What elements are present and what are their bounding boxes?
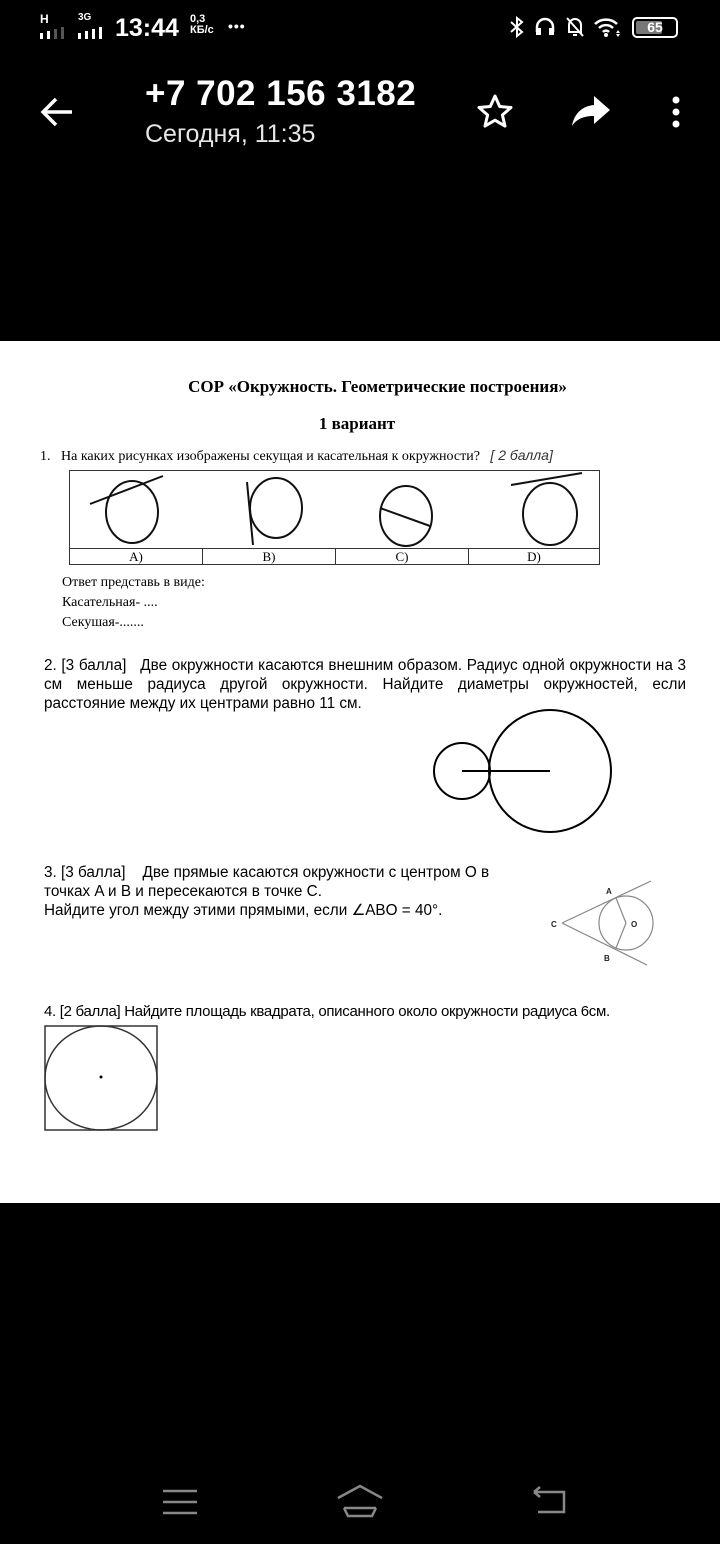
clock: 13:44 <box>115 14 179 42</box>
label-b: B <box>604 954 610 963</box>
battery-level: 65 <box>647 19 663 35</box>
circle-c <box>380 486 432 546</box>
more-notifications: ••• <box>228 18 246 34</box>
attached-image[interactable] <box>0 341 720 1203</box>
q1-question: На каких рисунках изображены секущая и касательная к окружности? <box>61 449 480 464</box>
signal-icon-2 <box>78 26 108 44</box>
q1-points: [ 2 балла] <box>490 447 553 463</box>
q1-number: 1. <box>40 449 51 464</box>
message-date: Сегодня, 11:35 <box>145 120 316 148</box>
q2-question: Две окружности касаются внешним образом. Радиус одной окружности на 3 см меньше радиуса другой окружности. Найдите диаметры окружностей, если расстояние между их центрами равно 11 см. <box>44 657 686 712</box>
answer-intro: Ответ представь в виде: <box>62 575 205 590</box>
option-d: D) <box>468 548 599 565</box>
menu-button[interactable] <box>163 1488 197 1521</box>
q1-figure-table <box>69 470 600 565</box>
circle-b <box>250 478 302 538</box>
q3-points: 3. [3 балла] <box>44 864 126 881</box>
q3-text <box>44 863 489 920</box>
battery-icon <box>632 17 678 38</box>
speed-value: 0,3 <box>190 13 206 25</box>
secant-a <box>90 476 163 504</box>
headphones-icon <box>534 16 556 43</box>
q2-figure <box>420 701 620 841</box>
q4-figure <box>43 1024 160 1132</box>
answer-secant: Секушая-....... <box>62 615 144 630</box>
signal-icon-1 <box>40 26 70 44</box>
share-button[interactable] <box>570 94 612 135</box>
back-nav-button[interactable] <box>530 1486 568 1521</box>
q3-figure <box>545 879 655 969</box>
q3-line1: Две прямые касаются окружности с центром O в <box>142 864 490 881</box>
network-3g-label: 3G <box>78 12 92 23</box>
tangent-b <box>247 482 253 545</box>
q1-answer-format <box>62 573 205 633</box>
q2-points: 2. [3 балла] <box>44 657 127 674</box>
q3-line2: точках A и B и пересекаются в точке C. <box>44 883 322 900</box>
net-speed <box>190 14 214 36</box>
q4-text: 4. [2 балла] Найдите площадь квадрата, описанного около окружности радиуса 6см. <box>44 1003 610 1020</box>
option-c: C) <box>335 548 468 565</box>
bell-muted-icon <box>564 16 586 43</box>
option-a: A) <box>70 548 202 565</box>
label-o: O <box>631 920 638 929</box>
q1-text <box>40 447 553 465</box>
circle-a <box>106 481 158 543</box>
option-b: B) <box>202 548 335 565</box>
star-button[interactable] <box>476 93 514 136</box>
more-options-button[interactable] <box>668 95 684 136</box>
label-c: C <box>551 920 557 929</box>
contact-number: +7 702 156 3182 <box>145 74 417 113</box>
back-button[interactable] <box>38 94 74 135</box>
speed-unit: КБ/с <box>190 24 214 36</box>
wifi-icon <box>594 16 622 43</box>
doc-title: СОР «Окружность. Геометрические построения» <box>188 377 567 396</box>
chord-c <box>380 508 430 526</box>
home-button[interactable] <box>336 1484 384 1523</box>
q1-figures <box>70 471 600 549</box>
network-h-label: H <box>40 12 49 26</box>
bluetooth-icon <box>508 16 526 43</box>
circle-d <box>523 483 577 545</box>
doc-variant: 1 вариант <box>318 414 396 433</box>
answer-tangent: Касательная- .... <box>62 595 158 610</box>
q3-line3: Найдите угол между этими прямыми, если ∠ABO = 40°. <box>44 902 443 919</box>
label-a: A <box>606 887 612 896</box>
